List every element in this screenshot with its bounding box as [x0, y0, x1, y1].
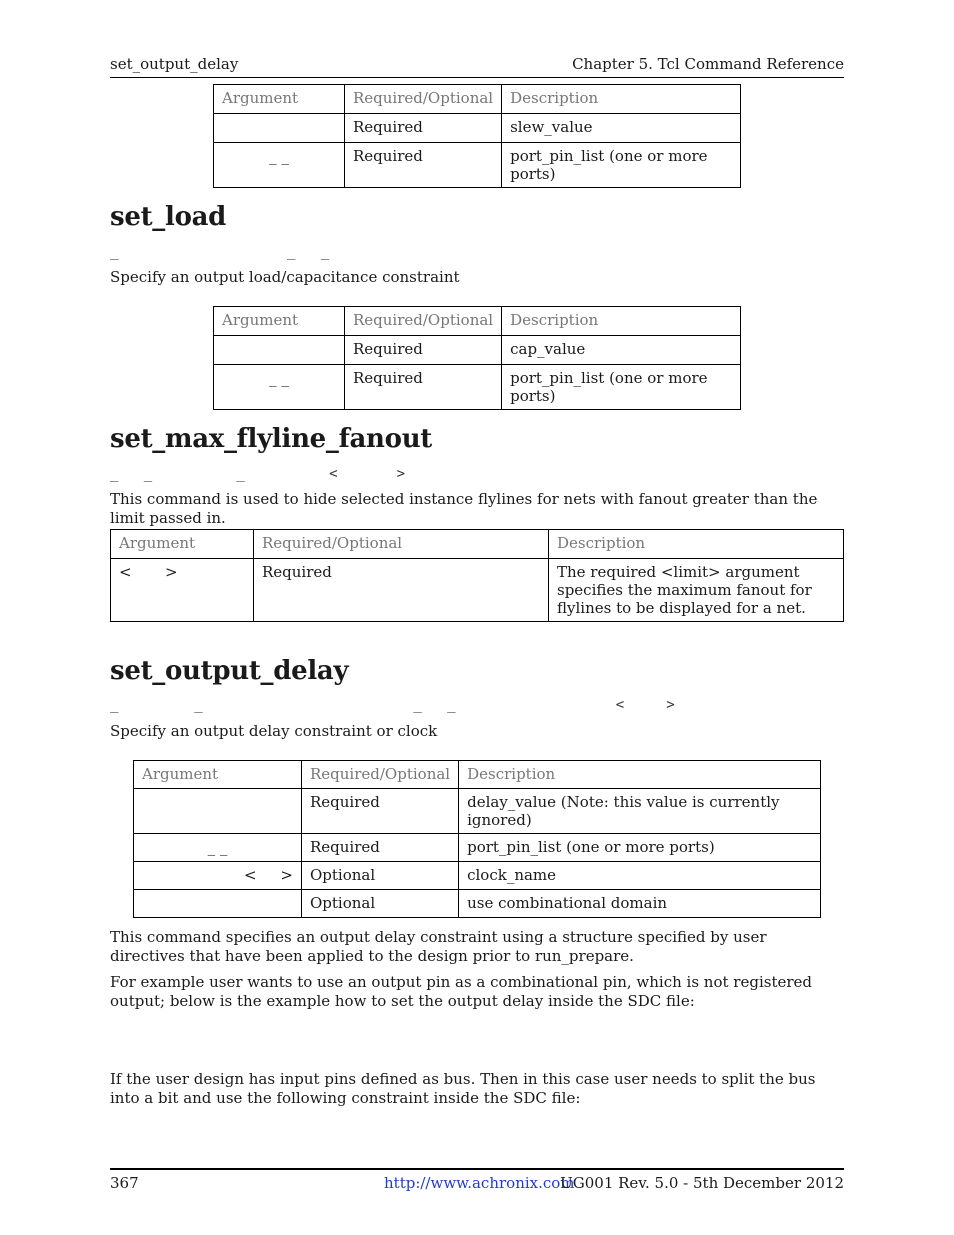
table-row	[214, 365, 741, 410]
footer-rule	[110, 1168, 844, 1170]
cell-description: cap_value	[502, 336, 741, 365]
cell-argument	[214, 336, 345, 365]
table-header-row	[214, 307, 741, 336]
cell-description: port_pin_list (one or more ports)	[502, 365, 741, 410]
paragraph-combinational-example: For example user wants to use an output pin as a combinational pin, which is not registered output; below is the example how to set the output delay inside the SDC file:	[110, 973, 812, 1010]
header-rule	[110, 77, 844, 78]
col-required-optional: Required/Optional	[345, 85, 502, 114]
col-required-optional: Required/Optional	[302, 761, 459, 789]
table-header-row	[111, 530, 844, 559]
syntax-set-output-delay: _ _ _ _ < >	[110, 697, 675, 713]
cell-required: Required	[302, 834, 459, 862]
table-row	[134, 789, 821, 834]
cell-description: The required <limit> argument specifies the maximum fanout for flylines to be displayed for a net.	[549, 559, 844, 622]
col-argument: Argument	[214, 307, 345, 336]
cell-required: Optional	[302, 890, 459, 918]
table-row	[134, 890, 821, 918]
cell-argument	[134, 789, 302, 834]
col-description: Description	[502, 85, 741, 114]
description-set-max-flyline-fanout: This command is used to hide selected instance flylines for nets with fanout greater than the limit passed in.	[110, 490, 818, 527]
cell-description: delay_value (Note: this value is currently ignored)	[459, 789, 821, 834]
table-header-row	[214, 85, 741, 114]
set-max-flyline-fanout-argument-table	[110, 529, 844, 622]
running-header-right: Chapter 5. Tcl Command Reference	[572, 55, 844, 73]
table-row	[214, 143, 741, 188]
table-header-row	[134, 761, 821, 789]
cell-description: port_pin_list (one or more ports)	[459, 834, 821, 862]
set-load-argument-table	[213, 306, 741, 410]
description-set-load: Specify an output load/capacitance constraint	[110, 268, 460, 286]
running-header-left: set_output_delay	[110, 55, 239, 73]
cell-argument: < >	[134, 862, 302, 890]
slew-argument-table	[213, 84, 741, 188]
cell-argument: < >	[111, 559, 254, 622]
table-row	[214, 336, 741, 365]
table-row	[111, 559, 844, 622]
syntax-set-max-flyline-fanout: _ _ _ < >	[110, 466, 406, 482]
cell-argument: _ _	[214, 143, 345, 188]
table-row	[214, 114, 741, 143]
col-required-optional: Required/Optional	[345, 307, 502, 336]
col-argument: Argument	[134, 761, 302, 789]
description-set-output-delay: Specify an output delay constraint or clock	[110, 722, 438, 740]
paragraph-run-prepare: This command specifies an output delay constraint using a structure specified by user directives that have been applied to the design prior to run_prepare.	[110, 928, 767, 965]
cell-argument	[134, 890, 302, 918]
cell-required: Optional	[302, 862, 459, 890]
col-description: Description	[502, 307, 741, 336]
col-required-optional: Required/Optional	[254, 530, 549, 559]
cell-description: port_pin_list (one or more ports)	[502, 143, 741, 188]
cell-required: Required	[302, 789, 459, 834]
col-argument: Argument	[111, 530, 254, 559]
set-output-delay-argument-table	[133, 760, 821, 918]
cell-description: clock_name	[459, 862, 821, 890]
paragraph-bus-split: If the user design has input pins defined as bus. Then in this case user needs to split the bus into a bit and use the following constraint inside the SDC file:	[110, 1070, 816, 1107]
cell-argument: _ _	[134, 834, 302, 862]
col-description: Description	[549, 530, 844, 559]
cell-description: use combinational domain	[459, 890, 821, 918]
cell-required: Required	[345, 336, 502, 365]
section-title-set-max-flyline-fanout: set_max_flyline_fanout	[110, 424, 433, 454]
section-title-set-output-delay: set_output_delay	[110, 656, 349, 686]
table-row	[134, 862, 821, 890]
cell-description: slew_value	[502, 114, 741, 143]
cell-required: Required	[254, 559, 549, 622]
cell-required: Required	[345, 114, 502, 143]
col-description: Description	[459, 761, 821, 789]
cell-argument: _ _	[214, 365, 345, 410]
page-number: 367	[110, 1174, 139, 1192]
website-link[interactable]: http://www.achronix.com	[384, 1174, 575, 1192]
section-title-set-load: set_load	[110, 202, 227, 232]
col-argument: Argument	[214, 85, 345, 114]
cell-required: Required	[345, 365, 502, 410]
table-row	[134, 834, 821, 862]
syntax-set-load: _ _ _	[110, 244, 330, 260]
cell-argument	[214, 114, 345, 143]
cell-required: Required	[345, 143, 502, 188]
document-revision: UG001 Rev. 5.0 - 5th December 2012	[560, 1174, 844, 1192]
